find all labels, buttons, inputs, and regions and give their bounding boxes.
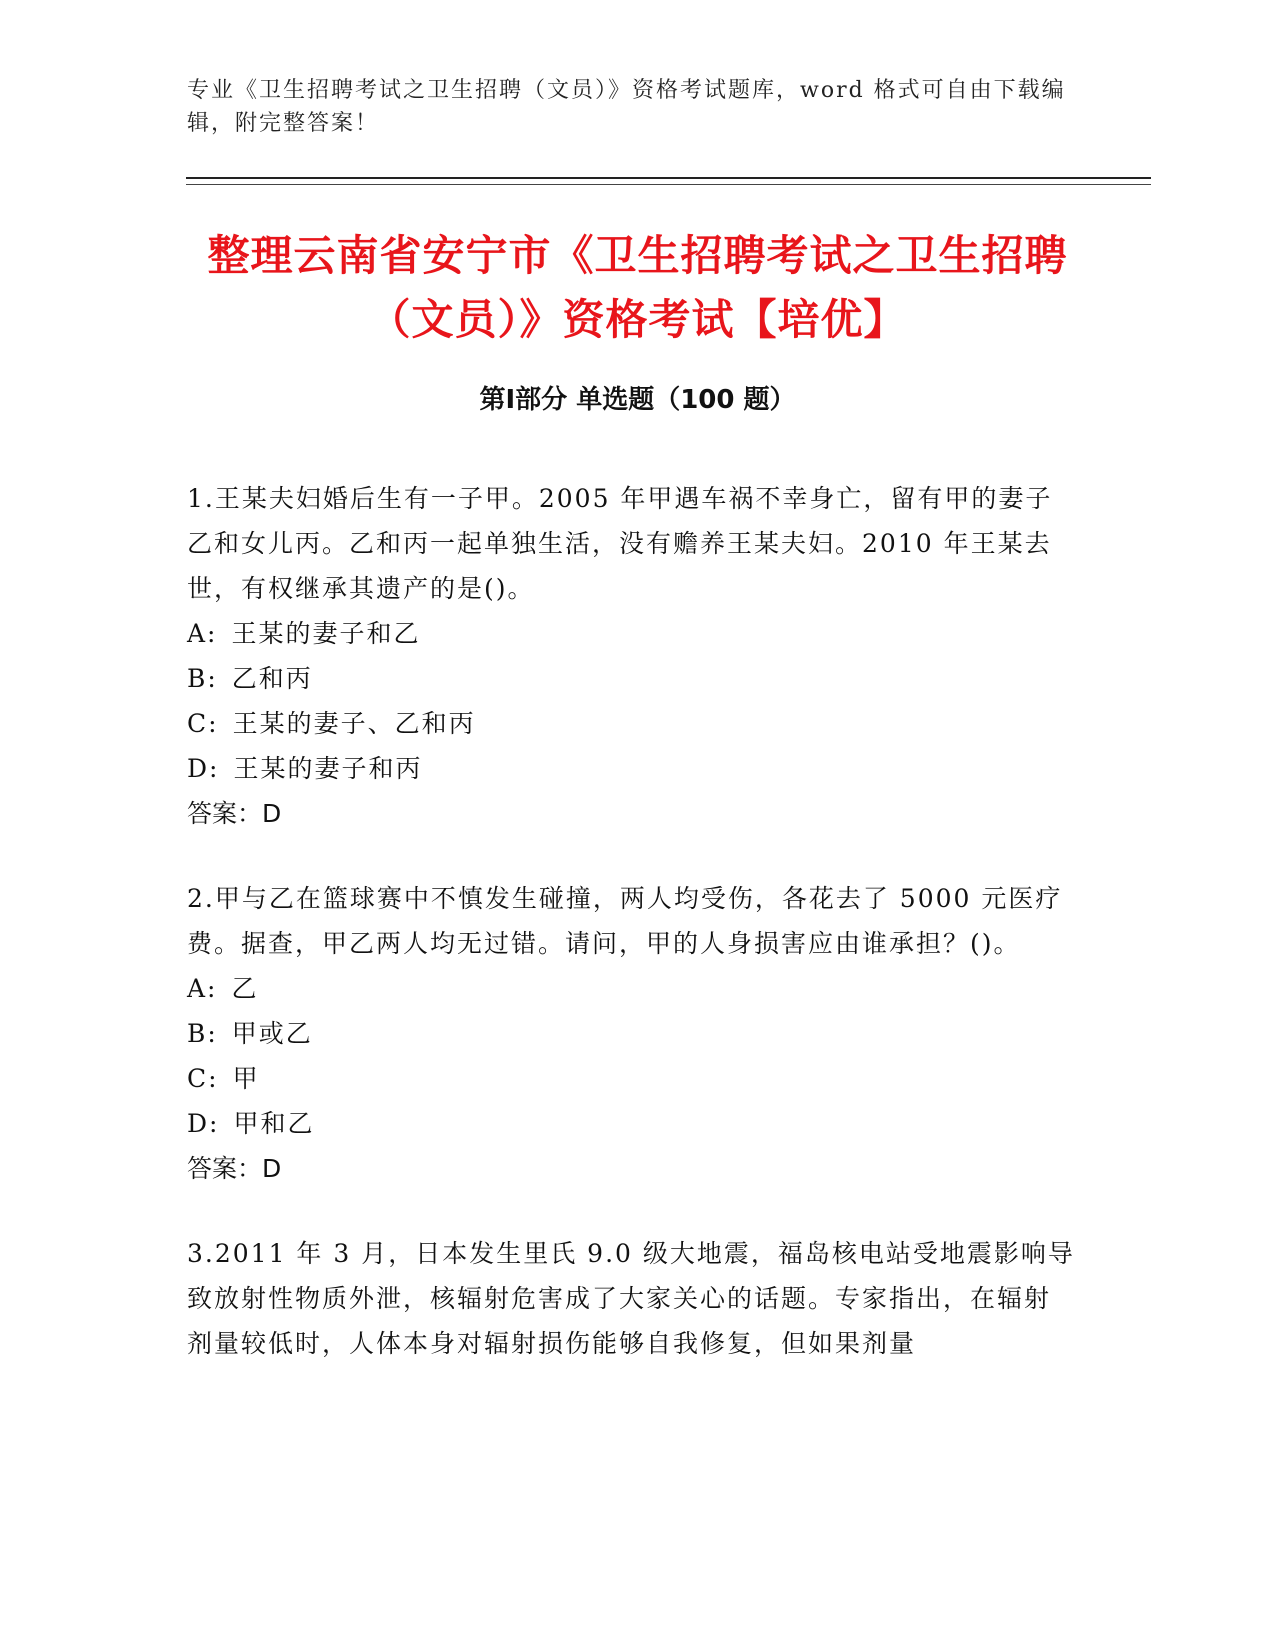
- option-text: 王某的妻子、乙和丙: [232, 709, 476, 738]
- question-stem: 2.甲与乙在篮球赛中不慎发生碰撞，两人均受伤，各花去了 5000 元医疗费。据查，甲乙两人均无过错。请问，甲的人身损害应由谁承担？()。: [187, 884, 1063, 958]
- section-title: 第Ⅰ部分 单选题（100 题）: [479, 385, 796, 415]
- question-option-d: [187, 746, 1077, 791]
- question-1: [187, 476, 1077, 836]
- option-key: B:: [187, 1019, 218, 1048]
- header-note: 专业《卫生招聘考试之卫生招聘（文员）》资格考试题库，word 格式可自由下载编辑，附完整答案！: [187, 78, 1066, 136]
- option-key: C:: [187, 1064, 219, 1093]
- question-stem: 3.2011 年 3 月，日本发生里氏 9.0 级大地震，福岛核电站受地震影响导致放射性物质外泄，核辐射危害成了大家关心的话题。专家指出，在辐射剂量较低时，人体本身对辐射损伤能够自我修复，但如果剂量: [187, 1239, 1075, 1358]
- option-text: 王某的妻子和乙: [231, 619, 421, 648]
- question-answer: [187, 791, 1077, 836]
- question-option-c: [187, 1056, 1077, 1101]
- option-key: A:: [187, 619, 218, 648]
- option-text: 甲和乙: [233, 1109, 315, 1138]
- document-title: 整理云南省安宁市《卫生招聘考试之卫生招聘（文员）》资格考试【培优】: [207, 231, 1068, 344]
- option-key: D:: [187, 754, 220, 783]
- option-key: C:: [187, 709, 219, 738]
- question-option-d: [187, 1101, 1077, 1146]
- header-rule-thin: [186, 184, 1151, 185]
- answer-value: D: [262, 1154, 282, 1183]
- question-stem: 1.王某夫妇婚后生有一子甲。2005 年甲遇车祸不幸身亡，留有甲的妻子乙和女儿丙。乙和丙一起单独生活，没有赡养王某夫妇。2010 年王某去世，有权继承其遗产的是()。: [187, 484, 1053, 603]
- question-2: [187, 876, 1077, 1191]
- option-key: B:: [187, 664, 218, 693]
- question-3: [187, 1231, 1077, 1366]
- option-text: 甲或乙: [231, 1019, 313, 1048]
- option-text: 王某的妻子和丙: [233, 754, 423, 783]
- option-text: 甲: [232, 1064, 260, 1093]
- question-answer: [187, 1146, 1077, 1191]
- question-list: [187, 476, 1077, 1406]
- option-text: 乙和丙: [231, 664, 313, 693]
- header-rule-thick: [186, 177, 1151, 179]
- question-option-c: [187, 701, 1077, 746]
- option-key: A:: [187, 974, 218, 1003]
- question-option-a: [187, 611, 1077, 656]
- option-key: D:: [187, 1109, 220, 1138]
- question-option-b: [187, 1011, 1077, 1056]
- question-option-a: [187, 966, 1077, 1011]
- answer-label: 答案：: [187, 1154, 263, 1183]
- option-text: 乙: [231, 974, 259, 1003]
- question-option-b: [187, 656, 1077, 701]
- answer-label: 答案：: [187, 799, 263, 828]
- answer-value: D: [262, 799, 282, 828]
